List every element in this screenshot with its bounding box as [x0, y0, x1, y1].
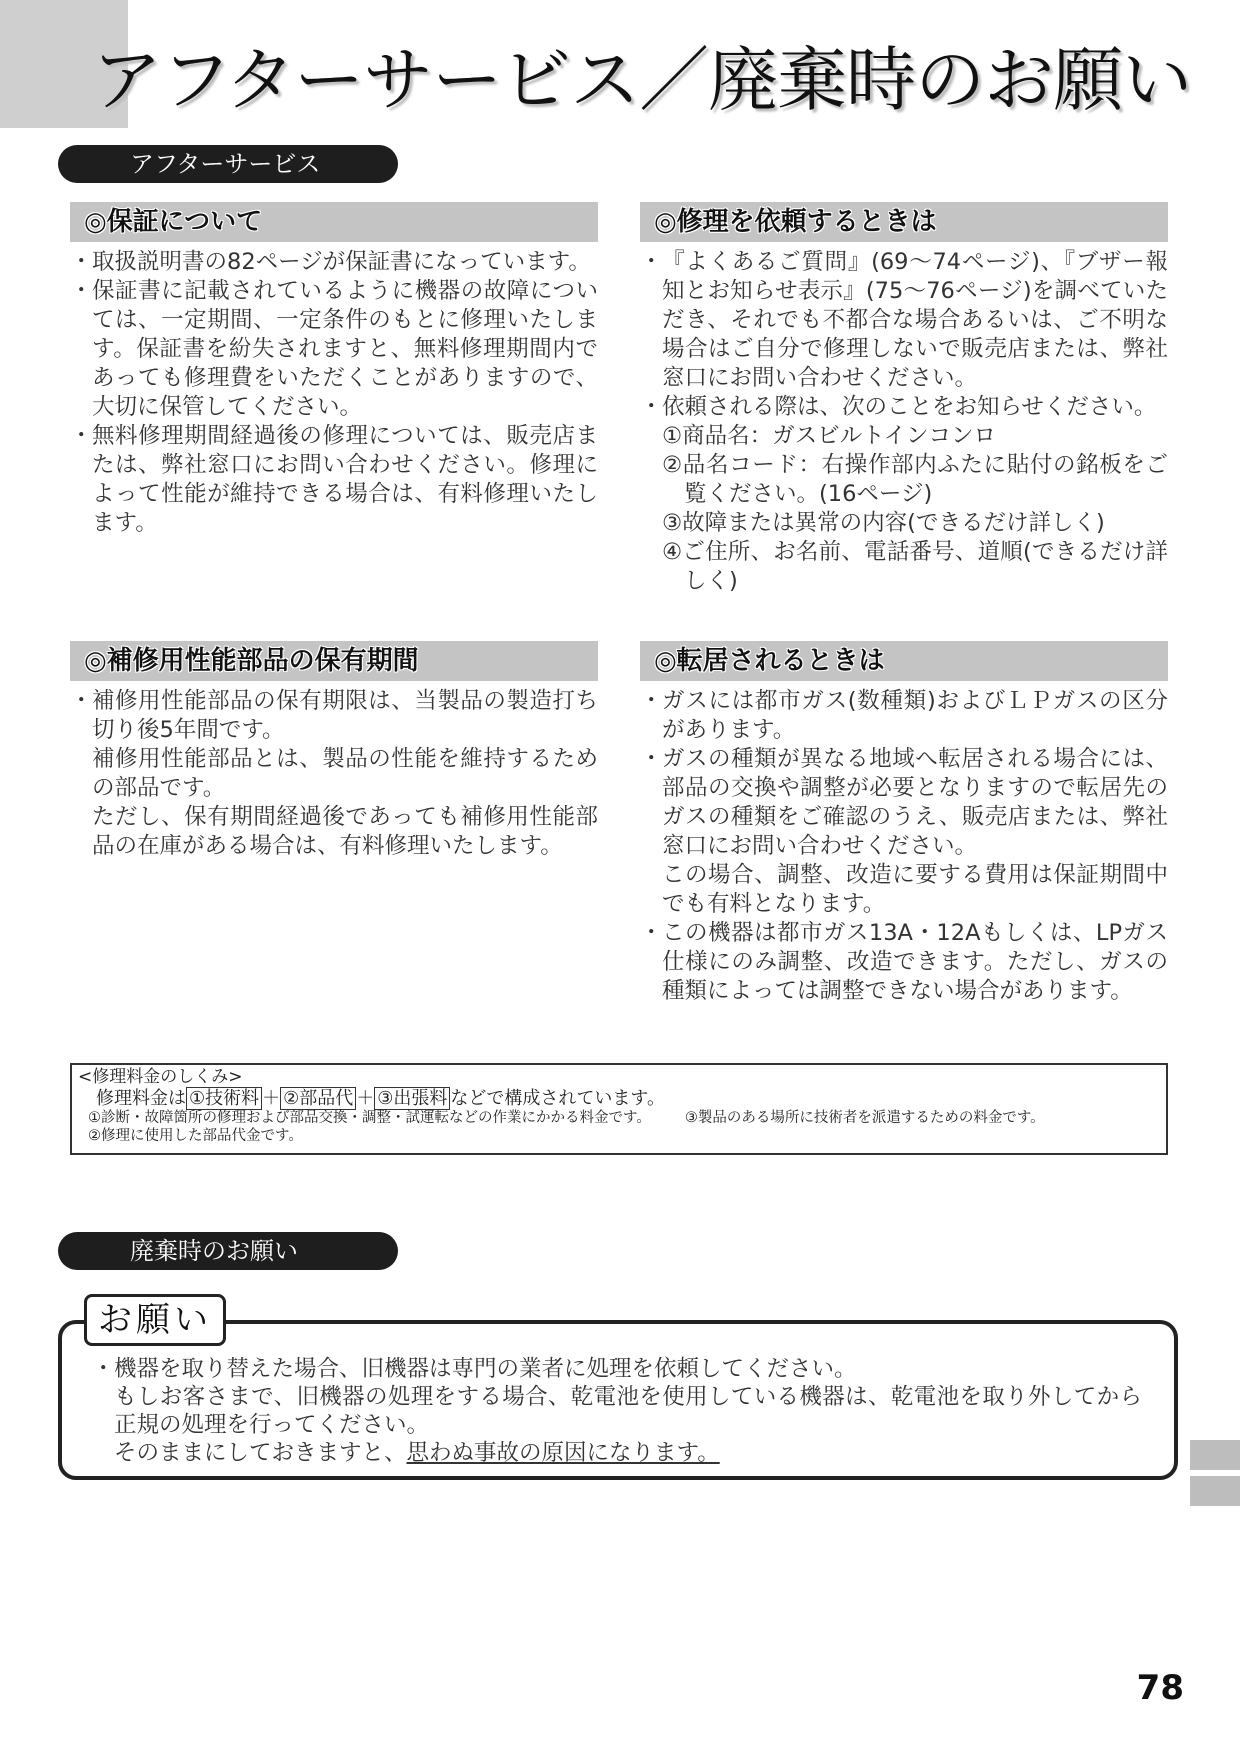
- moving-block: [640, 641, 1168, 1006]
- list-item: [70, 687, 598, 861]
- repair-heading: ◎修理を依頼するときは: [640, 202, 1168, 242]
- parts-paragraph: ただし、保有期間経過後であっても補修用性能部品の在庫がある場合は、有料修理いたします。: [92, 804, 598, 859]
- list-item: ・ 無料修理期間経過後の修理については、販売店または、弊社窓口にお問い合わせください。修理によって性能が維持できる場合は、有料修理いたします。: [70, 422, 598, 538]
- fee-box-main: [78, 1088, 1160, 1109]
- fee-term-technical: ①技術料: [186, 1087, 262, 1110]
- list-item: [92, 1355, 1142, 1467]
- repair-sub-item: ②品名コード：右操作部内ふたに貼付の銘板をご覧ください。(16ページ): [662, 452, 1168, 507]
- notice-list: [92, 1355, 1142, 1467]
- notice-line-text: そのままにしておきますと、: [114, 1440, 407, 1466]
- parts-paragraph: ・ 補修用性能部品の保有期限は、当製品の製造打ち切り後5年間です。: [92, 688, 598, 743]
- moving-paragraph: この場合、調整、改造に要する費用は保証期間中でも有料となります。: [662, 862, 1168, 917]
- moving-list: [640, 687, 1168, 1006]
- fee-notes: [78, 1109, 1160, 1145]
- edge-index-block: [1190, 1440, 1240, 1470]
- notice-warning: 思わぬ事故の原因になります。: [406, 1440, 720, 1466]
- moving-paragraph: ・ ガスの種類が異なる地域へ転居される場合には、部品の交換や調整が必要となりますので転居先のガスの種類をご確認のうえ、販売店または、弊社窓口にお問い合わせください。: [662, 746, 1168, 859]
- list-item: [640, 745, 1168, 919]
- parts-block: [70, 641, 598, 861]
- notice-line: [114, 1439, 1142, 1467]
- fee-plus: ＋: [262, 1088, 281, 1109]
- repair-list: [640, 248, 1168, 596]
- list-item: ・ ガスには都市ガス(数種類)およびＬＰガスの区分があります。: [640, 687, 1168, 745]
- notice-tag: お願い: [84, 1294, 226, 1346]
- moving-heading: ◎転居されるときは: [640, 641, 1168, 681]
- fee-note-3: ③製品のある場所に技術者を派遣するための料金です。: [684, 1110, 1045, 1126]
- fee-suffix: などで構成されています。: [450, 1088, 665, 1109]
- page-number: 78: [1136, 1668, 1184, 1708]
- page-title: アフターサービス／廃棄時のお願い: [92, 39, 1192, 121]
- warranty-heading: ◎保証について: [70, 202, 598, 242]
- notice-line: もしお客さまで、旧機器の処理をする場合、乾電池を使用している機器は、乾電池を取り外してから正規の処理を行ってください。: [114, 1384, 1142, 1438]
- edge-index-block: [1190, 1476, 1240, 1506]
- section-label-disposal: 廃棄時のお願い: [58, 1232, 398, 1270]
- notice-body: [92, 1355, 1142, 1467]
- repair-sub-item: ④ご住所、お名前、電話番号、道順(できるだけ詳しく): [662, 539, 1168, 594]
- repair-sub-item: ①商品名：ガスビルトインコンロ: [662, 423, 997, 449]
- repair-request-lead: ・ 依頼される際は、次のことをお知らせください。: [662, 394, 1157, 420]
- fee-prefix: 修理料金は: [96, 1088, 186, 1109]
- notice-line: ・ 機器を取り替えた場合、旧機器は専門の業者に処理を依頼してください。: [114, 1356, 857, 1382]
- fee-plus: ＋: [356, 1088, 375, 1109]
- list-item: [640, 393, 1168, 596]
- section-label-after-service: アフターサービス: [58, 145, 398, 183]
- list-item: ・ 『よくあるご質問』(69〜74ページ)、『ブザー報知とお知らせ表示』(75〜76ページ)を調べていただき、それでも不都合な場合あるいは、ご不明な場合はご自分で修理しないで販売店または、弊社窓口にお問い合わせください。: [640, 248, 1168, 393]
- parts-list: [70, 687, 598, 861]
- fee-box-title: <修理料金のしくみ>: [78, 1067, 243, 1087]
- parts-heading: ◎補修用性能部品の保有期間: [70, 641, 598, 681]
- list-item: ・ この機器は都市ガス13A・12Aもしくは、LPガス仕様にのみ調整、改造できます。ただし、ガスの種類によっては調整できない場合があります。: [640, 919, 1168, 1006]
- list-item: ・ 保証書に記載されているように機器の故障については、一定期間、一定条件のもとに修理いたします。保証書を紛失されますと、無料修理期間内であっても修理費をいただくことがありますので、大切に保管してください。: [70, 277, 598, 422]
- fee-note-1: ①診断・故障箇所の修理および部品交換・調整・試運転などの作業にかかる料金です。: [88, 1110, 651, 1126]
- repair-fee-box: [70, 1063, 1168, 1155]
- warranty-block: [70, 202, 598, 538]
- list-item: ・ 取扱説明書の82ページが保証書になっています。: [70, 248, 598, 277]
- repair-sub-item: ③故障または異常の内容(できるだけ詳しく): [662, 510, 1105, 536]
- repair-block: [640, 202, 1168, 596]
- fee-term-parts: ②部品代: [280, 1087, 356, 1110]
- parts-paragraph: 補修用性能部品とは、製品の性能を維持するための部品です。: [92, 746, 598, 801]
- fee-term-visit: ③出張料: [374, 1087, 450, 1110]
- fee-note-2: ②修理に使用した部品代金です。: [88, 1128, 303, 1144]
- warranty-list: [70, 248, 598, 538]
